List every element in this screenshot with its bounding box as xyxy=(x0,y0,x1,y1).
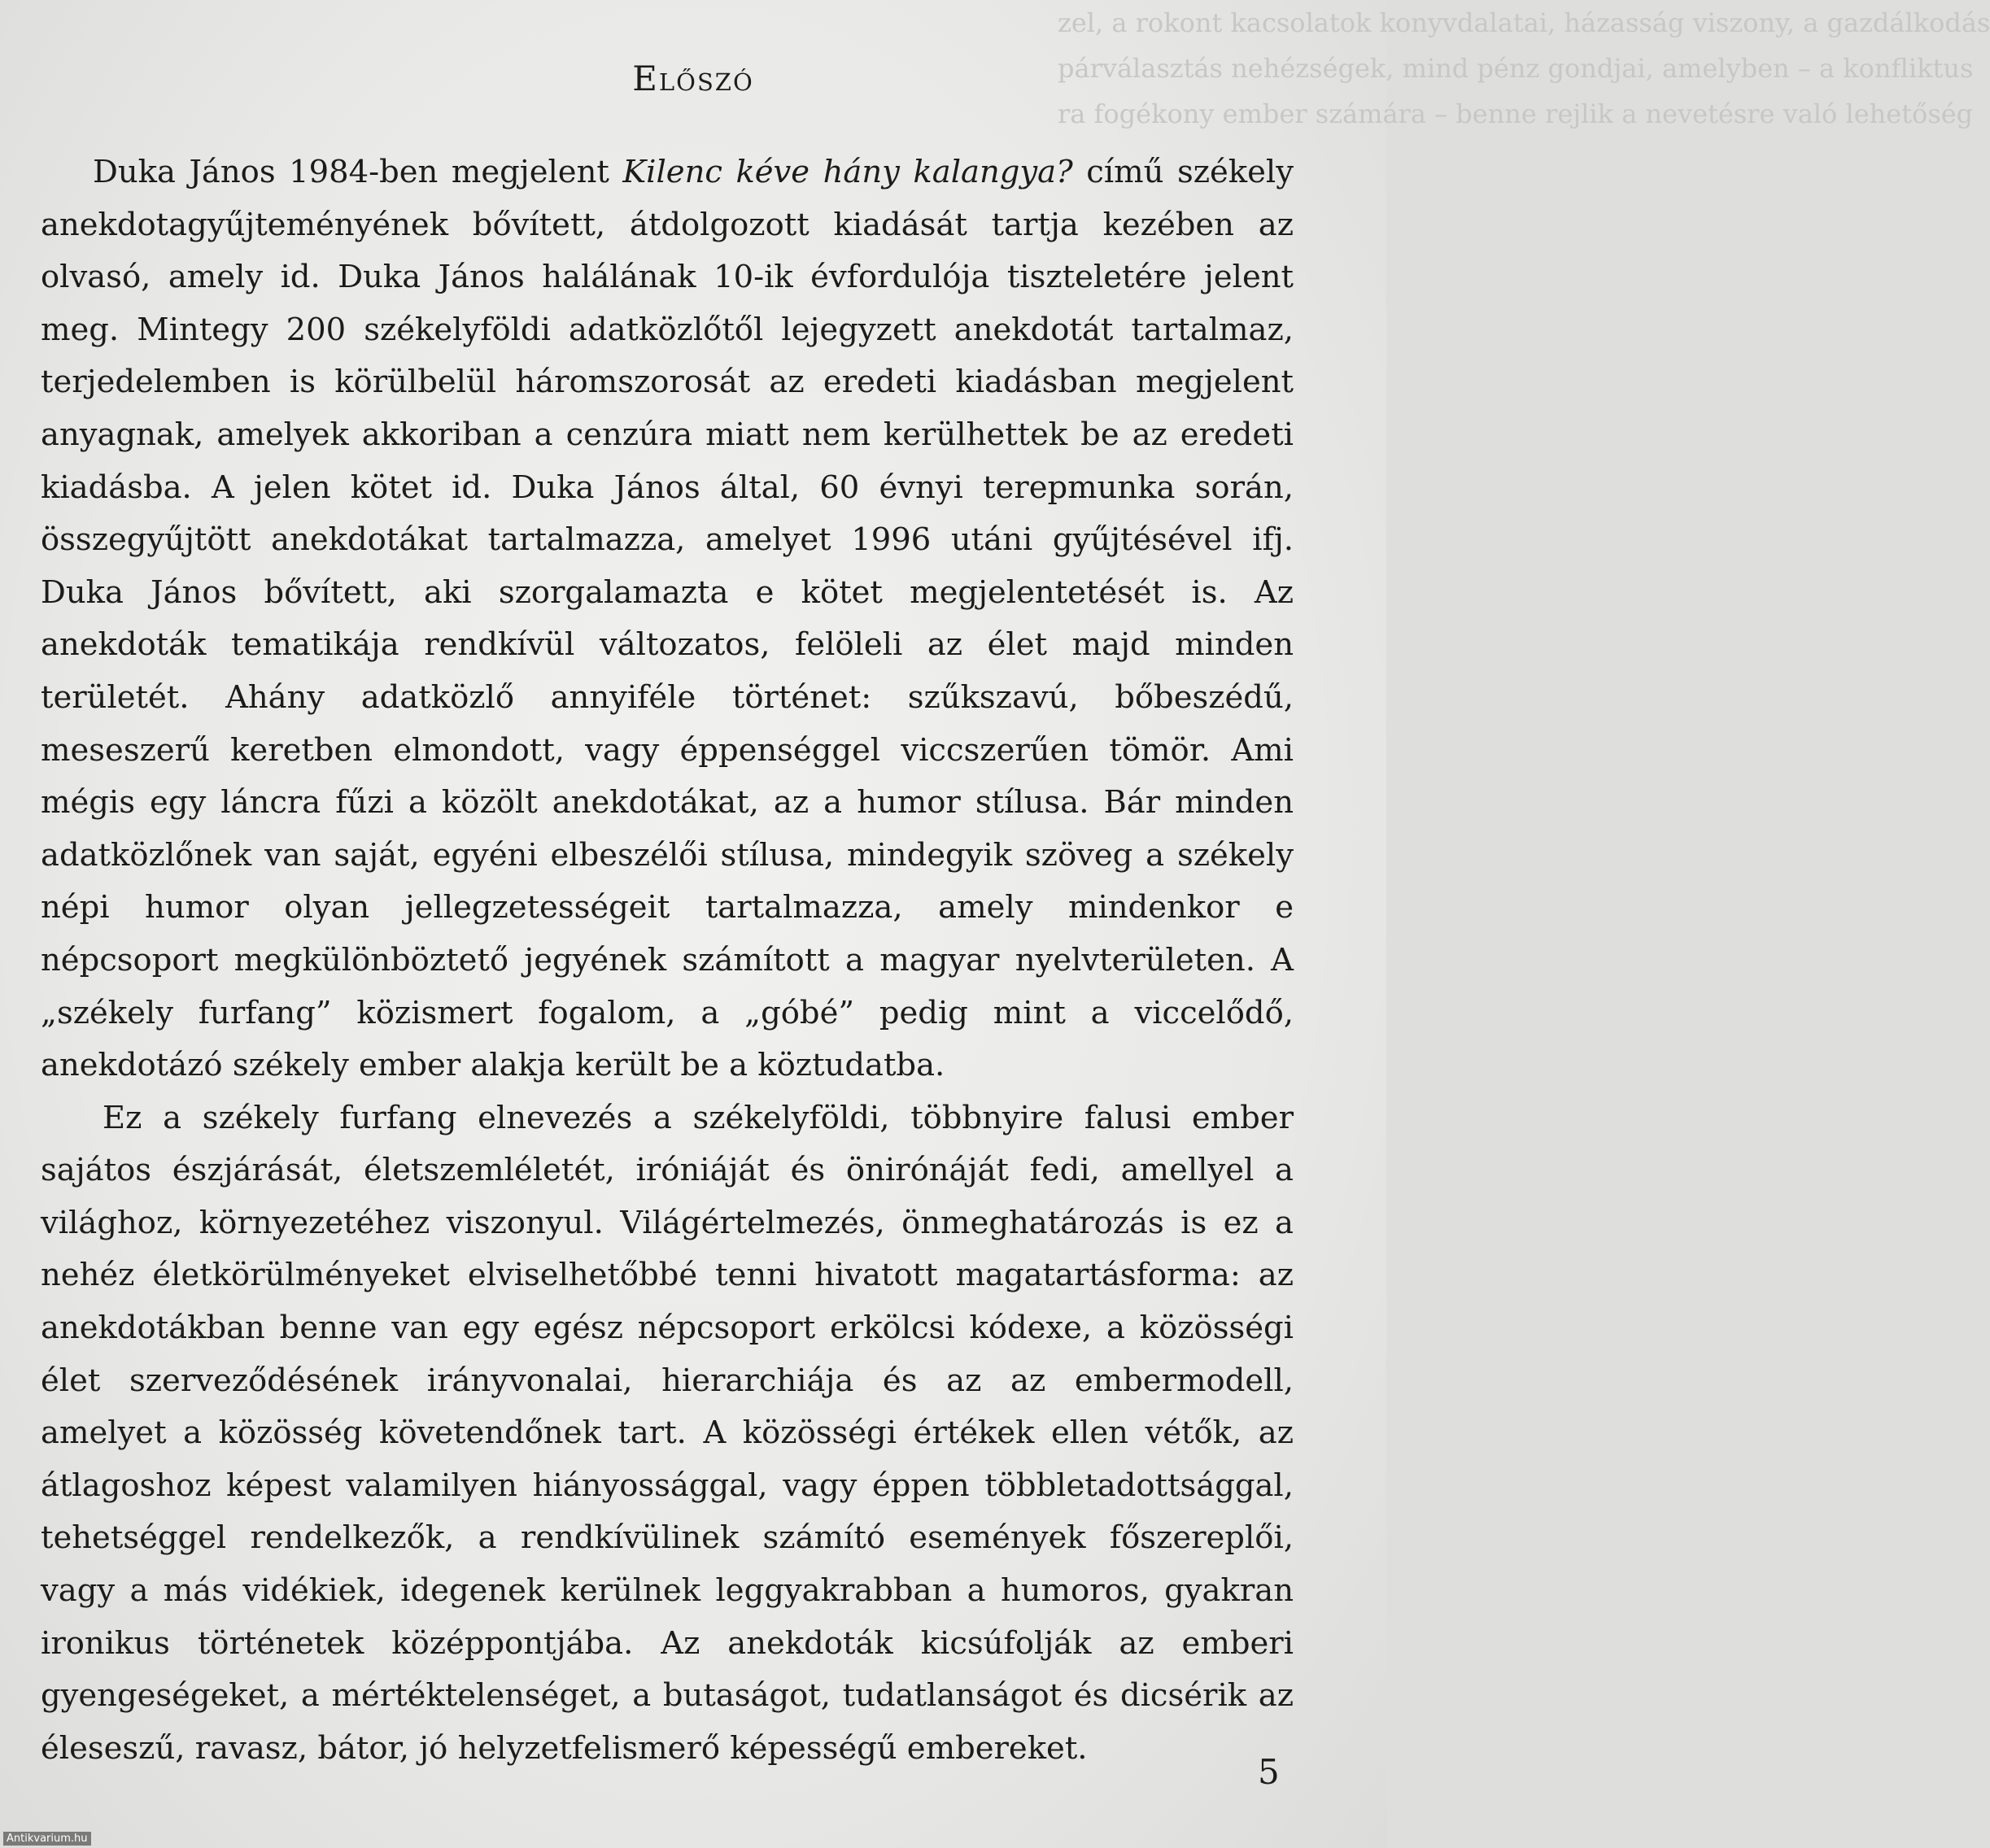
body-text xyxy=(41,146,1294,1775)
paragraph-2: Ez a székely furfang elnevezés a székelyföldi, többnyire falusi ember sajátos észjárását, életszemléletét, iróniáját és önirónáját fedi, amellyel a világhoz, környezetéhez viszonyul. Világértelmezés, önmeghatározás is ez a nehéz életkörülményeket elviselhetőbbé tenni hivatott magatartásforma: az anekdotákban benne van egy egész népcsoport erkölcsi kódexe, a közösségi élet szerveződésének irányvonalai, hierarchiája és az az embermodell, amelyet a közösség követendőnek tart. A közösségi értékek ellen vétők, az átlagoshoz képest valamilyen hiányossággal, vagy éppen többletadottsággal, tehetséggel rendelkezők, a rendkívülinek számító események főszereplői, vagy a más vidékiek, idegenek kerülnek leggyakrabban a humoros, gyakran ironikus történetek középpontjába. Az anekdoták kicsúfolják az emberi gyengeségeket, a mértéktelenséget, a butaságot, tudatlanságot és dicsérik az éleseszű, ravasz, bátor, jó helyzetfelismerő képességű embereket. xyxy=(41,1099,1294,1767)
page-title: Előszó xyxy=(632,59,754,98)
paragraph-1 xyxy=(41,146,1294,1092)
bleed-through-line: zel, a rokont kacsolatok konyvdalatai, házasság viszony, a gazdálkodás xyxy=(1058,7,1990,38)
bleed-through-line: párválasztás nehézségek, mind pénz gondjai, amelyben – a konfliktus xyxy=(1058,53,1974,84)
watermark: Antikvarium.hu xyxy=(3,1832,91,1846)
page-number: 5 xyxy=(1258,1752,1280,1792)
bleed-through-line: ra fogékony ember számára – benne rejlik a nevetésre való lehetőség xyxy=(1058,98,1974,129)
book-title-italic: Kilenc kéve hány kalangya? xyxy=(622,154,1073,190)
paragraph-1-intro: Duka János 1984-ben megjelent xyxy=(93,154,623,190)
paragraph-1-rest: című székely anekdotagyűjteményének bővített, átdolgozott kiadását tartja kezében az olvasó, amely id. Duka János halálának 10-ik évfordulója tiszteletére jelent meg. Mintegy 200 székelyföldi adatközlőtől lejegyzett anekdotát tartalmaz, terjedelemben is körülbelül háromszorosát az eredeti kiadásban megjelent anyagnak, amelyek akkoriban a cenzúra miatt nem kerülhettek be az eredeti kiadásba. A jelen kötet id. Duka János által, 60 évnyi terepmunka során, összegyűjtött anekdotákat tartalmazza, amelyet 1996 utáni gyűjtésével ifj. Duka János bővített, aki szorgalamazta e kötet megjelentetését is. Az anekdoták tematikája rendkívül változatos, felöleli az élet majd minden területét. Ahány adatközlő annyiféle történet: szűkszavú, bőbeszédű, meseszerű keretben elmondott, vagy éppenséggel viccszerűen tömör. Ami mégis egy láncra fűzi a közölt anekdotákat, az a humor stílusa. Bár minden adatközlőnek van saját, egyéni elbeszélői stílusa, mindegyik szöveg a székely népi humor olyan jellegzetességeit tartalmazza, amely mindenkor e népcsoport megkülönböztető jegyének számított a magyar nyelvterületen. A „székely furfang” közismert fogalom, a „góbé” pedig mint a viccelődő, anekdotázó székely ember alakja került be a köztudatba. xyxy=(41,154,1294,1084)
